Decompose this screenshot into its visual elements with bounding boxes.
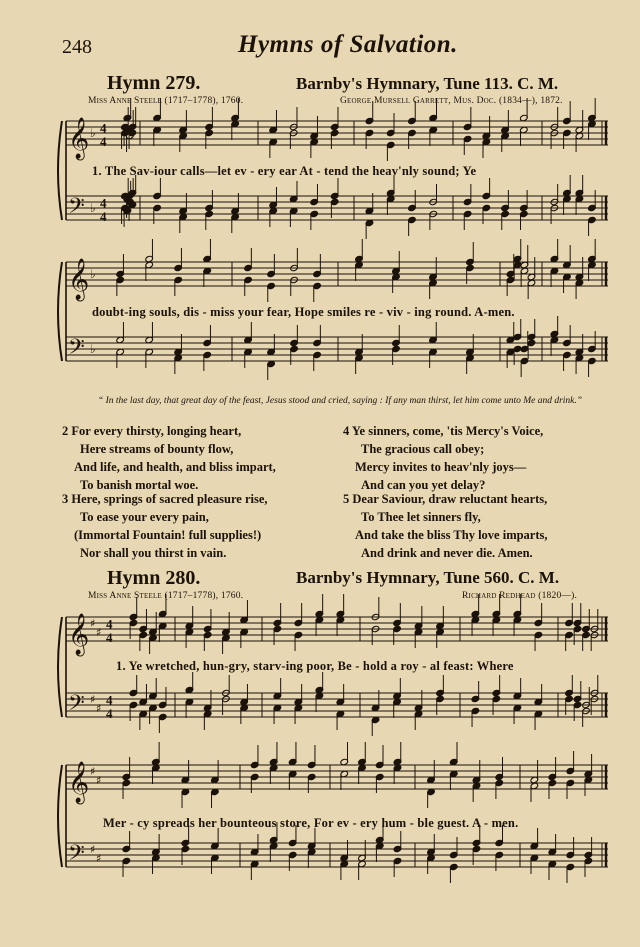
sharp-sign: ♯ [90,617,96,630]
time-signature-top: 4 [106,692,113,708]
flat-sign: ♭ [90,126,96,140]
verse-line: And drink and never die. Amen. [361,546,533,560]
hymn-279-number: Hymn 279. [107,72,201,94]
verse-line: To ease your every pain, [80,510,209,524]
verse-line: And take the bliss Thy love imparts, [355,528,548,542]
verse-line: The gracious call obey; [361,442,485,456]
hymn-279-author: Miss Anne Steele (1717–1778), 1760. [88,96,244,106]
verse-line: To Thee let sinners fly, [361,510,481,524]
hymn-279-lyric-line-1: 1. The Sav-iour calls—let ev - ery ear At - tend the heav'nly sound; Ye [92,164,477,178]
time-signature-bottom: 4 [100,133,107,149]
flat-sign: ♭ [90,201,96,215]
time-signature-top: 4 [100,120,107,136]
verse-3 [62,490,268,562]
verse-5 [343,490,548,562]
hymn-280-tune: Barnby's Hymnary, Tune 560. C. M. [296,568,560,587]
running-head: Hymns of Salvation. [238,31,458,58]
verse-line: 4 Ye sinners, come, 'tis Mercy's Voice, [343,424,544,438]
hymn-280-composer: Richard Redhead (1820—). [462,591,578,601]
verse-line: 2 For every thirsty, longing heart, [62,424,242,438]
verse-4 [343,422,543,494]
brace [58,765,62,867]
hymn-279-tune: Barnby's Hymnary, Tune 113. C. M. [296,74,559,93]
sharp-sign: ♯ [96,626,102,639]
verse-line: Here streams of bounty flow, [80,442,234,456]
brace [58,121,62,220]
brace [58,617,62,717]
time-signature-bottom: 4 [106,629,113,645]
hymn-279-lyric-line-2: doubt-ing souls, dis - miss your fear, Hope smiles re - viv - ing round. A-men. [92,305,515,319]
treble-clef: 𝄞 [68,118,90,159]
time-signature-top: 4 [106,616,113,632]
time-signature-top: 4 [100,195,107,211]
brace [58,262,62,361]
bass-clef: 𝄢 [68,841,85,872]
treble-clef: 𝄞 [68,614,90,655]
sharp-sign: ♯ [90,693,96,706]
verse-line: (Immortal Fountain! full supplies!) [74,528,262,542]
verse-line: And can you yet delay? [361,478,486,492]
verse-line: To banish mortal woe. [80,478,199,492]
verse-line: 5 Dear Saviour, draw reluctant hearts, [343,492,548,506]
verse-2 [62,422,276,494]
sharp-sign: ♯ [96,702,102,715]
treble-clef: 𝄞 [68,259,90,300]
flat-sign: ♭ [90,342,96,356]
hymn-280-author: Miss Anne Steele (1717–1778), 1760. [88,591,244,601]
scripture-quote: “ In the last day, that great day of the feast, Jesus stood and cried, saying : If any man thirst, let him come unto Me and drink.” [97,396,583,406]
hymn-280-lyric-line-1: 1. Ye wretched, hun-gry, starv-ing poor, Be - hold a roy - al feast: Where [116,659,514,673]
verse-line: 3 Here, springs of sacred pleasure rise, [62,492,268,506]
bass-clef: 𝄢 [68,335,85,366]
verse-line: Nor shall you thirst in vain. [80,546,227,560]
bass-clef: 𝄢 [68,194,85,225]
hymn-279-composer: George Mursell Garrett, Mus. Doc. (1834—), 1872. [340,96,563,106]
treble-clef: 𝄞 [68,762,90,803]
sharp-sign: ♯ [96,774,102,787]
verse-line: Mercy invites to heav'nly joys— [355,460,527,474]
hymn-280-lyric-line-2: Mer - cy spreads her bounteous store, For ev - ery hum - ble guest. A - men. [103,816,519,830]
page-number: 248 [62,36,92,58]
hymn-280-number: Hymn 280. [107,567,201,589]
time-signature-bottom: 4 [100,208,107,224]
time-signature-bottom: 4 [106,705,113,721]
sharp-sign: ♯ [90,765,96,778]
bass-clef: 𝄢 [68,691,85,722]
sharp-sign: ♯ [96,852,102,865]
sharp-sign: ♯ [90,843,96,856]
verse-line: And life, and health, and bliss impart, [74,460,276,474]
flat-sign: ♭ [90,267,96,281]
